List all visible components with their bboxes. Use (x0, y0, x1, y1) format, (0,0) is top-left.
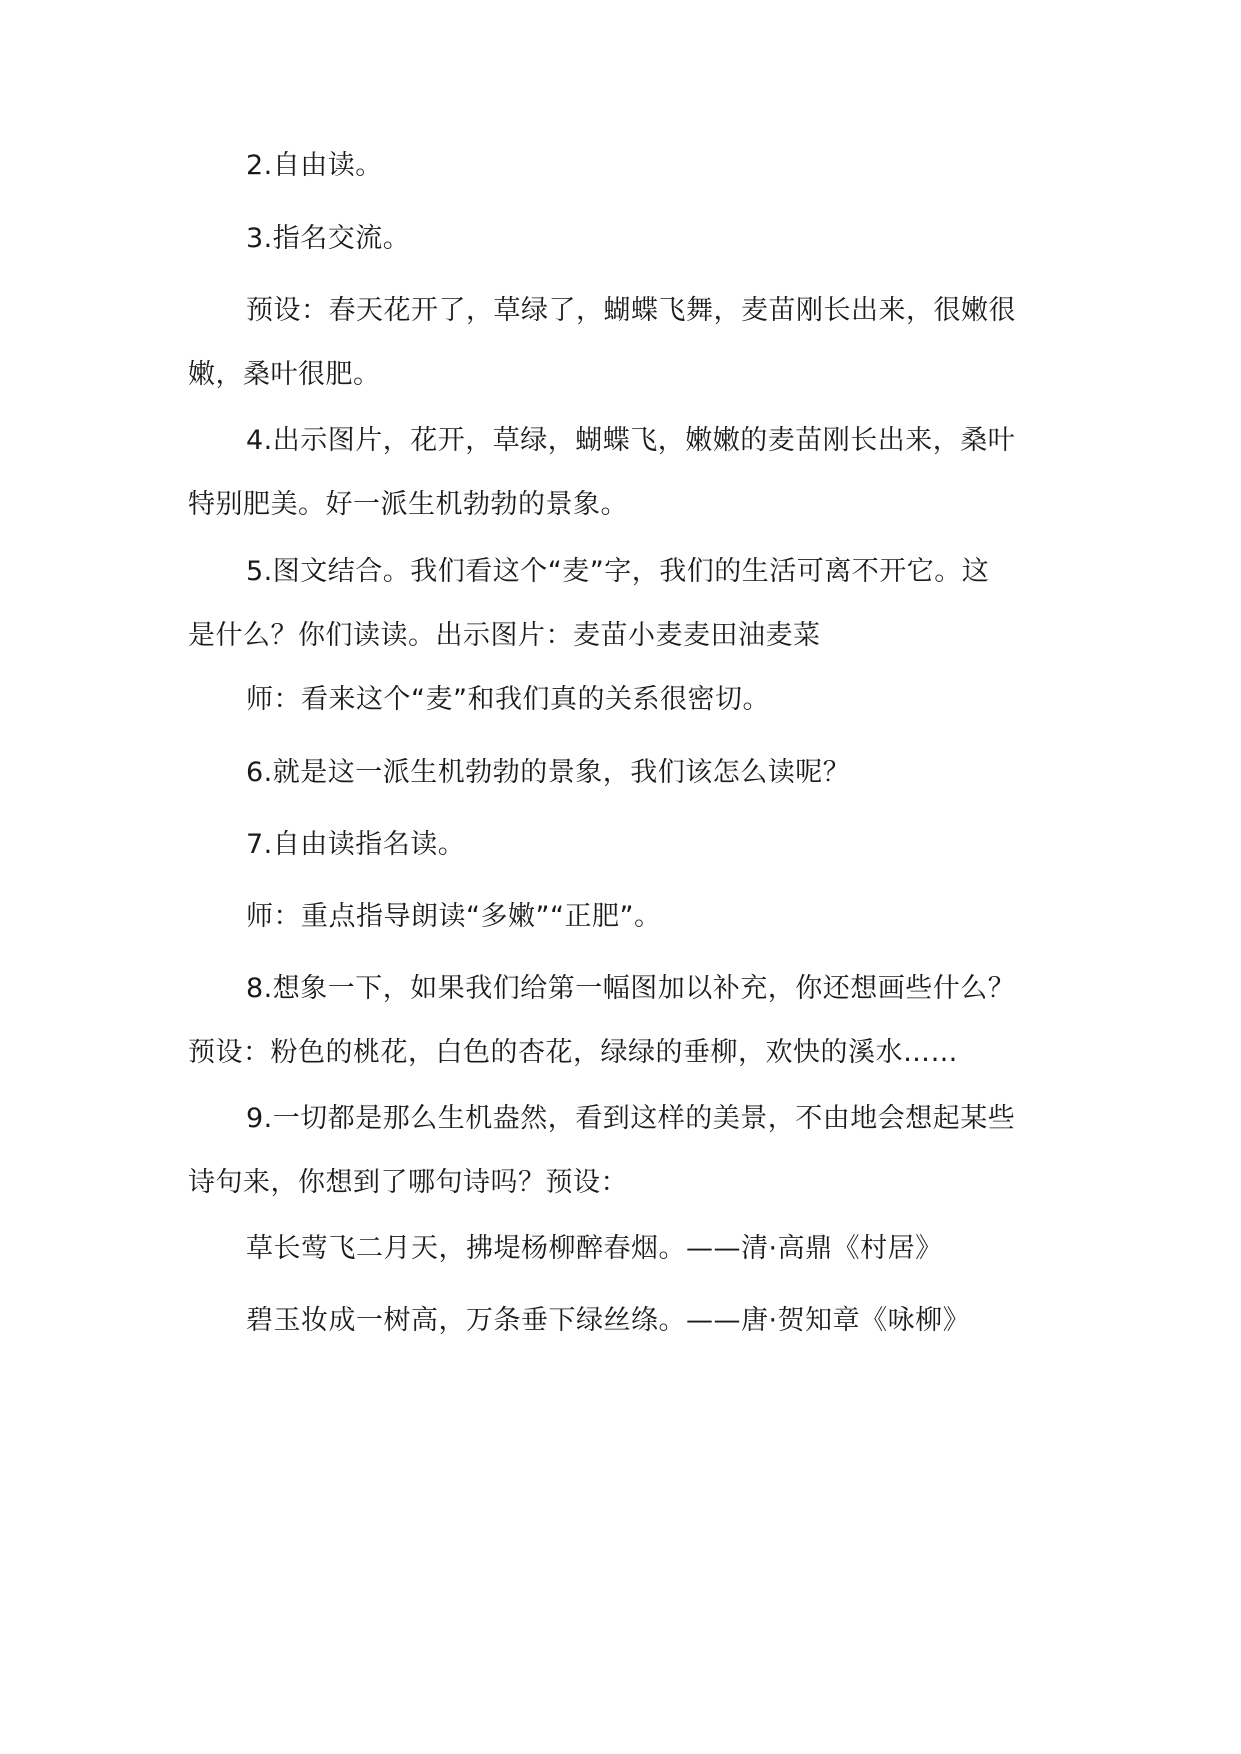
paragraph-5 (188, 540, 1058, 668)
paragraph-line: 5.图文结合。我们看这个“麦”字，我们的生活可离不开它。这 (246, 556, 990, 587)
paragraph-4 (188, 409, 1058, 537)
paragraph-line: 9.一切都是那么生机盎然，看到这样的美景，不由地会想起某些 (246, 1103, 1016, 1134)
paragraph-line: 草长莺飞二月天，拂堤杨柳醉春烟。——清·高鼎《村居》 (246, 1233, 943, 1264)
paragraph-2 (188, 134, 1058, 198)
paragraph-line: 预设：粉色的桃花，白色的杏花，绿绿的垂柳，欢快的溪水…… (188, 1037, 958, 1068)
paragraph-line: 3.指名交流。 (246, 223, 411, 254)
paragraph-line: 是什么？你们读读。出示图片：麦苗小麦麦田油麦菜 (188, 620, 821, 651)
paragraph-line: 6.就是这一派生机勃勃的景象，我们该怎么读呢？ (246, 757, 851, 788)
paragraph-line: 7.自由读指名读。 (246, 829, 466, 860)
paragraph-7 (188, 813, 1058, 877)
paragraph-line: 师：重点指导朗读“多嫩”“正肥”。 (246, 901, 662, 932)
paragraph-line: 2.自由读。 (246, 150, 383, 181)
paragraph-teacher-1 (188, 668, 1058, 732)
paragraph-9 (188, 1087, 1058, 1215)
paragraph-line: 预设：春天花开了，草绿了，蝴蝶飞舞，麦苗刚长出来，很嫩很 (246, 295, 1016, 326)
paragraph-line: 师：看来这个“麦”和我们真的关系很密切。 (246, 684, 770, 715)
paragraph-line: 碧玉妆成一树高，万条垂下绿丝绦。——唐·贺知章《咏柳》 (246, 1305, 971, 1336)
paragraph-line: 特别肥美。好一派生机勃勃的景象。 (188, 489, 628, 520)
paragraph-preset-1 (188, 279, 1058, 407)
poem-line-2 (188, 1289, 1058, 1353)
paragraph-line: 诗句来，你想到了哪句诗吗？预设： (188, 1167, 628, 1198)
paragraph-line: 嫩，桑叶很肥。 (188, 359, 381, 390)
poem-line-1 (188, 1217, 1058, 1281)
paragraph-6 (188, 741, 1058, 805)
paragraph-teacher-2 (188, 885, 1058, 949)
paragraph-line: 4.出示图片，花开，草绿，蝴蝶飞，嫩嫩的麦苗刚长出来，桑叶 (246, 425, 1016, 456)
paragraph-8 (188, 957, 1058, 1085)
paragraph-3 (188, 207, 1058, 271)
paragraph-line: 8.想象一下，如果我们给第一幅图加以补充，你还想画些什么？ (246, 973, 1016, 1004)
